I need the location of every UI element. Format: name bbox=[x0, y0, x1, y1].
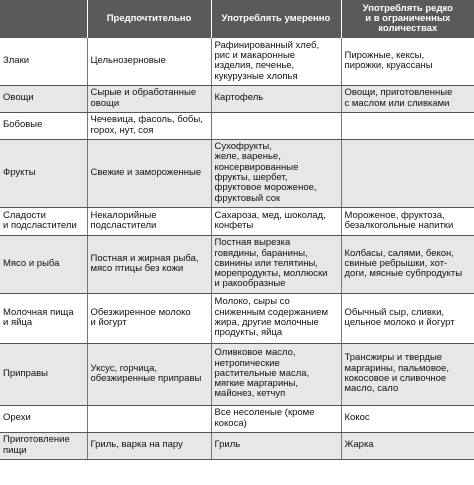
header-preferred: Предпочтительно bbox=[87, 0, 211, 38]
cell-rarely: Обычный сыр, сливки, цельное молоко и йогурт bbox=[341, 293, 474, 343]
cell-preferred: Некалорийные подсластители bbox=[87, 207, 211, 235]
table-row-sweets bbox=[0, 207, 474, 235]
cell-rarely: Кокос bbox=[341, 405, 474, 432]
table-row-grains bbox=[0, 38, 474, 85]
cell-rarely bbox=[341, 139, 474, 207]
cell-rarely: Пирожные, кексы, пирожки, круассаны bbox=[341, 38, 474, 85]
cell-preferred: Чечевица, фасоль, бобы, горох, нут, соя bbox=[87, 112, 211, 139]
cell-preferred: Обезжиренное молоко и йогурт bbox=[87, 293, 211, 343]
cell-rarely: Колбасы, салями, бекон, свиные ребрышки, хот- доги, мясные субпродукты bbox=[341, 235, 474, 293]
header-moderate: Употреблять умеренно bbox=[211, 0, 341, 38]
table-row-legumes bbox=[0, 112, 474, 139]
cell-moderate: Оливковое масло, нетропические растительные масла, мягкие маргарины, майонез, кетчуп bbox=[211, 343, 341, 405]
cell-moderate: Все несоленые (кроме кокоса) bbox=[211, 405, 341, 432]
table-row-meat-fish bbox=[0, 235, 474, 293]
cell-moderate: Молоко, сыры со сниженным содержанием жира, другие молочные продукты, яйца bbox=[211, 293, 341, 343]
cell-preferred: Гриль, варка на пару bbox=[87, 432, 211, 459]
cell-category: Молочная пища и яйца bbox=[0, 293, 87, 343]
cell-moderate: Постная вырезка говядины, баранины, свинины или телятины, морепродукты, моллюски и ракообразные bbox=[211, 235, 341, 293]
cell-moderate: Сухофрукты, желе, варенье, консервированные фрукты, шербет, фруктовое мороженое, фруктовый сок bbox=[211, 139, 341, 207]
cell-preferred: Постная и жирная рыба, мясо птицы без кожи bbox=[87, 235, 211, 293]
cell-moderate: Картофель bbox=[211, 85, 341, 112]
table-row-dairy-eggs bbox=[0, 293, 474, 343]
cell-preferred bbox=[87, 405, 211, 432]
cell-moderate: Гриль bbox=[211, 432, 341, 459]
cell-rarely bbox=[341, 112, 474, 139]
cell-preferred: Цельнозерновые bbox=[87, 38, 211, 85]
table-row-nuts bbox=[0, 405, 474, 432]
cell-rarely: Мороженое, фруктоза, безалкогольные напитки bbox=[341, 207, 474, 235]
table-row-condiments bbox=[0, 343, 474, 405]
cell-category: Бобовые bbox=[0, 112, 87, 139]
cell-moderate: Сахароза, мед, шоколад, конфеты bbox=[211, 207, 341, 235]
cell-moderate: Рафинированный хлеб, рис и макаронные изделия, печенье, кукурузные хлопья bbox=[211, 38, 341, 85]
header-rarely: Употреблять редко и в ограниченных количествах bbox=[341, 0, 474, 38]
cell-category: Приготовление пищи bbox=[0, 432, 87, 459]
table-row-cooking bbox=[0, 432, 474, 459]
cell-rarely: Овощи, приготовленные с маслом или сливками bbox=[341, 85, 474, 112]
cell-category: Сладости и подсластители bbox=[0, 207, 87, 235]
header-row bbox=[0, 0, 474, 38]
cell-preferred: Свежие и замороженные bbox=[87, 139, 211, 207]
table-row-fruits bbox=[0, 139, 474, 207]
table-row-vegetables bbox=[0, 85, 474, 112]
cell-category: Орехи bbox=[0, 405, 87, 432]
cell-moderate bbox=[211, 112, 341, 139]
cell-category: Злаки bbox=[0, 38, 87, 85]
cell-category: Приправы bbox=[0, 343, 87, 405]
cell-rarely: Трансжиры и твердые маргарины, пальмовое, кокосовое и сливочное масло, сало bbox=[341, 343, 474, 405]
cell-preferred: Уксус, горчица, обезжиренные приправы bbox=[87, 343, 211, 405]
cell-rarely: Жарка bbox=[341, 432, 474, 459]
cell-category: Мясо и рыба bbox=[0, 235, 87, 293]
cell-preferred: Сырые и обработанные овощи bbox=[87, 85, 211, 112]
cell-category: Фрукты bbox=[0, 139, 87, 207]
header-category bbox=[0, 0, 87, 38]
cell-category: Овощи bbox=[0, 85, 87, 112]
